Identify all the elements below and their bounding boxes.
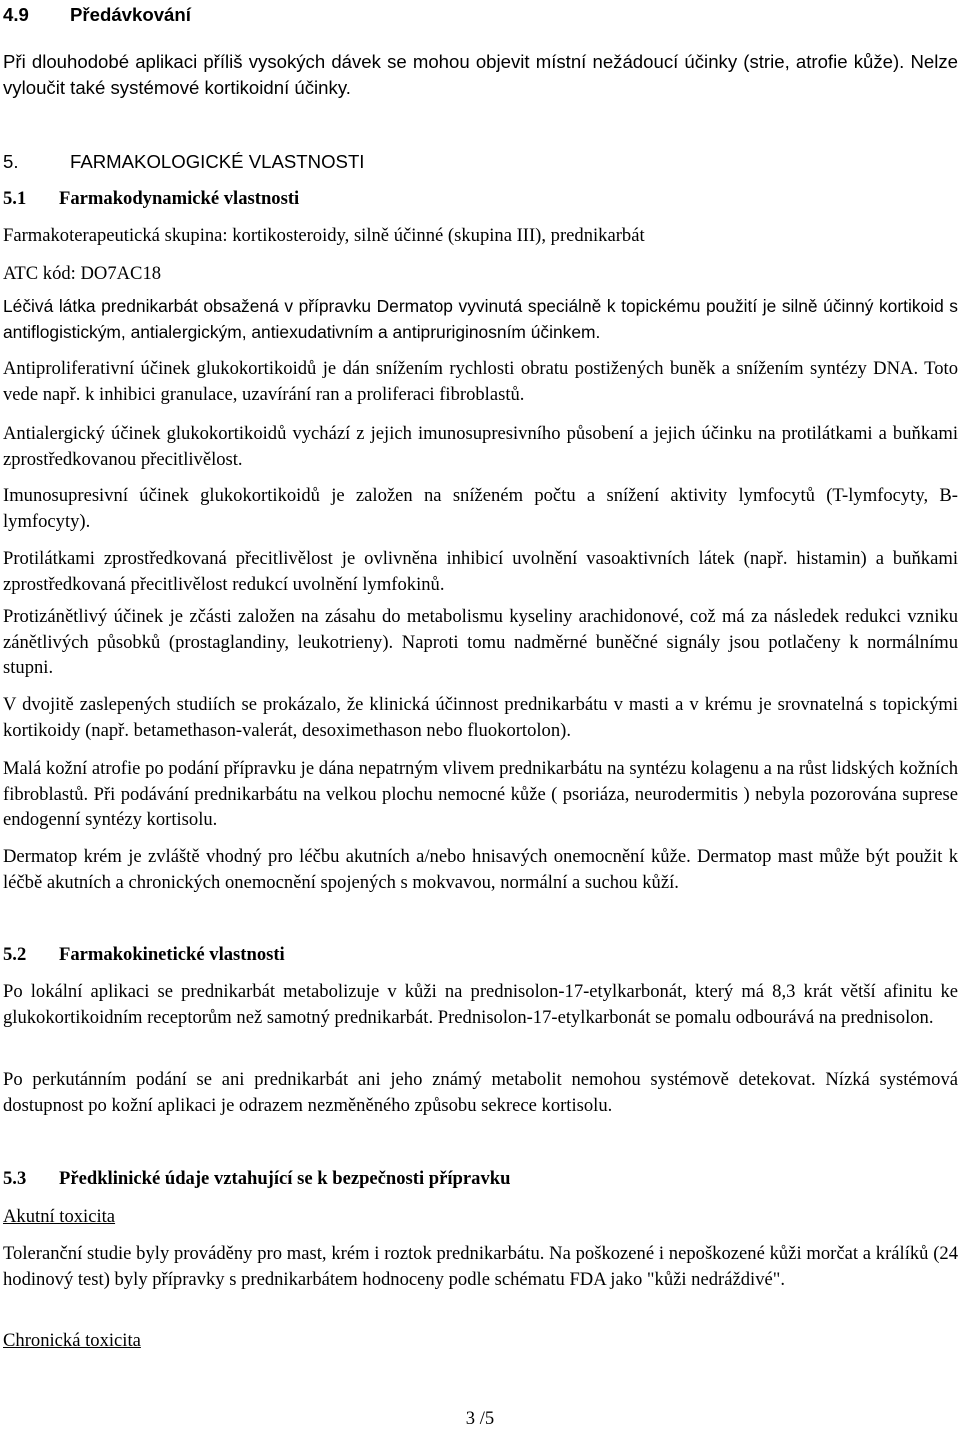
paragraph: Protizánětlivý účinek je zčásti založen na zásahu do metabolismu kyseliny arachidonové, což má za následek redukci vzniku zánětlivých působků (prostaglandiny, leukotrieny). Naproti tomu nadměrné buněčné signály jsou potlačeny k normálnímu stupni. [3,606,958,678]
section-number: 5.1 [3,188,27,209]
paragraph: Protilátkami zprostředkovaná přecitlivělost je ovlivněna inhibicí uvolnění vasoaktivních látek (např. histamin) a buňkami zprostředkovaná přecitlivělost redukcí uvolnění lymfokinů. [3,548,958,595]
section-title: Předklinické údaje vztahující se k bezpečnosti přípravku [59,1168,511,1189]
paragraph: Dermatop krém je zvláště vhodný pro léčbu akutních a/nebo hnisavých onemocnění kůže. Dermatop mast může být použit k léčbě akutních a chronických onemocnění spojených s mokvavou, normální a suchou kůží. [3,846,958,893]
heading-5-2 [3,942,285,967]
section-number: 5. [3,151,19,172]
paragraph: Léčivá látka prednikarbát obsažená v přípravku Dermatop vyvinutá speciálně k topickému použití je silně účinný kortikoid s antiflogistickým, antialergickým, antiexudativním a antipruriginosním účinkem. [3,296,958,342]
paragraph: Po perkutánním podání se ani prednikarbát ani jeho známý metabolit nemohou systémově detekovat. Nízká systémová dostupnost po kožní aplikaci je odrazem nezměněného způsobu sekrece kortisolu. [3,1069,958,1116]
paragraph: Antialergický účinek glukokortikoidů vychází z jejich imunosupresivního působení a jejich účinku na protilátkami a buňkami zprostředkovanou přecitlivělost. [3,423,958,470]
heading-5-3 [3,1166,510,1191]
overdose-paragraph: Při dlouhodobé aplikaci příliš vysokých dávek se mohou objevit místní nežádoucí účinky (strie, atrofie kůže). Nelze vyloučit také systémové kortikoidní účinky. [3,51,958,98]
paragraph: Toleranční studie byly prováděny pro mast, krém i roztok prednikarbátu. Na poškozené i nepoškozené kůži morčat a králíků (24 hodinový test) byly přípravky s prednikarbátem hodnoceny podle schématu FDA jako "kůži nedráždivé". [3,1243,958,1290]
section-title: Farmakokinetické vlastnosti [59,944,285,965]
paragraph: Malá kožní atrofie po podání přípravku je dána nepatrným vlivem prednikarbátu na syntézu kolagenu a na růst lidských kožních fibroblastů. Při podávání prednikarbátu na velkou plochu nemocné kůže ( psoriáza, neurodermitis ) nebyla pozorována suprese endogenní syntézy kortisolu. [3,758,958,830]
heading-5-1 [3,186,299,211]
paragraph: Imunosupresivní účinek glukokortikoidů je založen na sníženém počtu a snížení aktivity lymfocytů (T-lymfocyty, B-lymfocyty). [3,485,958,532]
section-title: Farmakodynamické vlastnosti [59,188,300,209]
heading-4-9 [3,2,191,27]
heading-5 [3,149,364,174]
section-number: 5.2 [3,944,27,965]
section-number: 4.9 [3,4,29,25]
paragraph: V dvojitě zaslepených studiích se prokázalo, že klinická účinnost prednikarbátu v masti a v krému je srovnatelná s topickými kortikoidy (např. betamethason-valerát, desoximethason nebo fluokortolon). [3,694,958,741]
paragraph: Po lokální aplikaci se prednikarbát metabolizuje v kůži na prednisolon-17-etylkarbonát, který má 8,3 krát větší afinitu ke glukokortikoidním receptorům než samotný prednikarbát. Prednisolon-17-etylkarbonát se pomalu odbourává na prednisolon. [3,981,958,1028]
chronic-toxicity-heading: Chronická toxicita [3,1330,141,1351]
page-number: 3 /5 [465,1408,495,1429]
pharmacotherapeutic-group: Farmakoterapeutická skupina: kortikosteroidy, silně účinné (skupina III), prednikarbát [3,225,645,246]
section-title: FARMAKOLOGICKÉ VLASTNOSTI [70,151,365,172]
section-number: 5.3 [3,1168,27,1189]
atc-code: ATC kód: DO7AC18 [3,263,162,284]
paragraph: Antiproliferativní účinek glukokortikoidů je dán snížením rychlosti obratu postižených buněk a snížením syntézy DNA. Toto vede např. k inhibici granulace, uzavírání ran a proliferaci fibroblastů. [3,358,958,405]
section-title: Předávkování [70,4,191,25]
acute-toxicity-heading: Akutní toxicita [3,1206,116,1227]
